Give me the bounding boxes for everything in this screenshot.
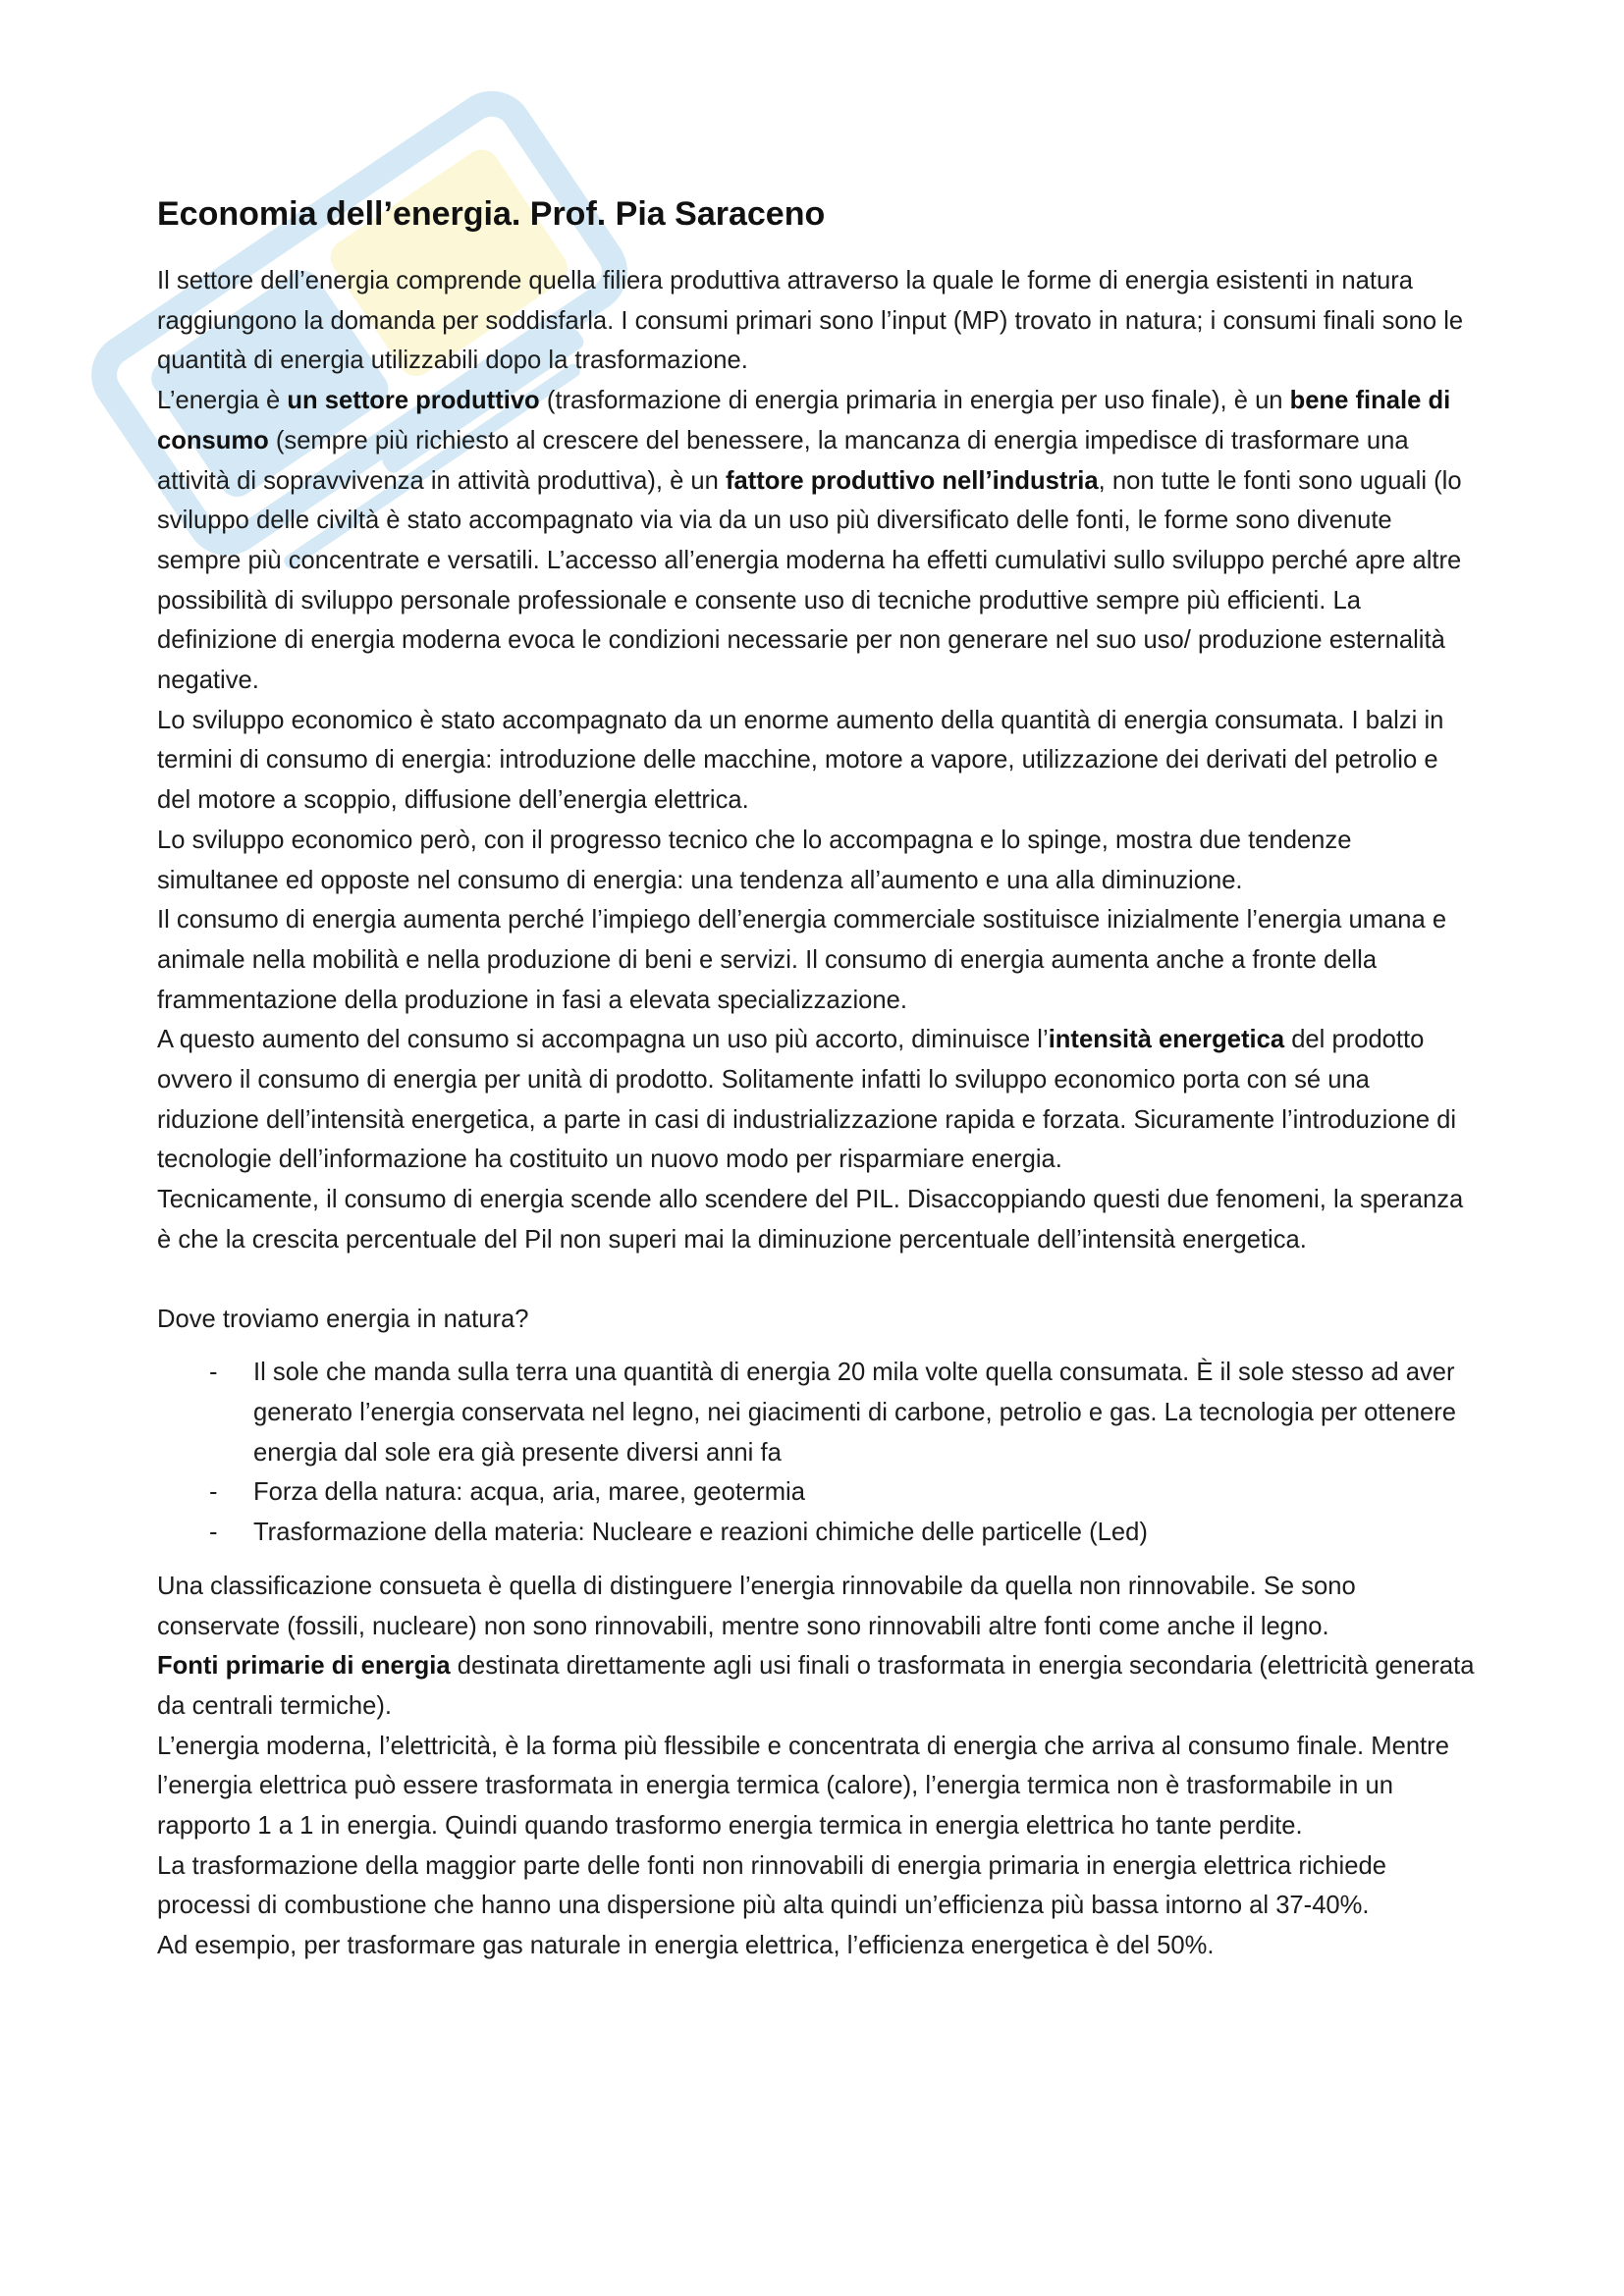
- document-title: Economia dell’energia. Prof. Pia Saraceno: [157, 195, 826, 233]
- paragraph-development: Lo sviluppo economico è stato accompagnato da un enorme aumento della quantità di energia consumata. I balzi in termini di consumo di energia: introduzione delle macchine, motore a vapore, utilizzazione dei derivati del petrolio e del motore a scoppio, diffusione dell’energia elettrica.: [157, 706, 1444, 815]
- paragraph-trends: Lo sviluppo economico però, con il progresso tecnico che lo accompagna e lo spinge, mostra due tendenze simultanee ed opposte nel consumo di energia: una tendenza all’aumento e una alla diminuzione.: [157, 826, 1352, 894]
- bold-intensita-energetica: intensità energetica: [1048, 1026, 1285, 1054]
- paragraph-combustion: La trasformazione della maggior parte delle fonti non rinnovabili di energia primaria in energia elettrica richiede processi di combustione che hanno una dispersione più alta quindi un’efficienza più bassa intorno al 37-40%.: [157, 1851, 1386, 1920]
- paragraph-classification: Una classificazione consueta è quella di distinguere l’energia rinnovabile da quella non rinnovabile. Se sono conservate (fossili, nucleare) non sono rinnovabili, mentre sono rinnovabili altre fonti come anche il legno.: [157, 1572, 1356, 1640]
- paragraph-primary-sources: Fonti primarie di energia destinata direttamente agli usi finali o trasformata in energia secondaria (elettricità generata da centrali termiche).: [157, 1652, 1475, 1720]
- paragraph-pil: Tecnicamente, il consumo di energia scende allo scendere del PIL. Disaccoppiando questi due fenomeni, la speranza è che la crescita percentuale del Pil non superi mai la diminuzione percentuale dell’intensità energetica.: [157, 1186, 1464, 1254]
- list-item: - Forza della natura: acqua, aria, maree, geotermia: [157, 1472, 1478, 1513]
- paragraph-intro: Il settore dell’energia comprende quella filiera produttiva attraverso la quale le forme di energia esistenti in natura raggiungono la domanda per soddisfarla. I consumi primari sono l’input (MP) trovato in natura; i consumi finali sono le quantità di energia utilizzabili dopo la trasformazione.: [157, 267, 1464, 375]
- paragraph-intensity: A questo aumento del consumo si accompagna un uso più accorto, diminuisce l’intensità energetica del prodotto ovvero il consumo di energia per unità di prodotto. Solitamente infatti lo sviluppo economico porta con sé una riduzione dell’intensità energetica, a parte in casi di industrializzazione rapida e forzata. Sicuramente l’introduzione di tecnologie dell’informazione ha costituito un nuovo modo per risparmiare energia.: [157, 1026, 1457, 1174]
- document-body: [157, 192, 1478, 1966]
- bold-fonti-primarie: Fonti primarie di energia: [157, 1652, 451, 1681]
- spacer: [157, 1260, 1478, 1300]
- paragraph-electricity: L’energia moderna, l’elettricità, è la forma più flessibile e concentrata di energia che arriva al consumo finale. Mentre l’energia elettrica può essere trasformata in energia termica (calore), l’energia termica non è trasformabile in un rapporto 1 a 1 in energia. Quindi quando trasformo energia termica in energia elettrica ho tante perdite.: [157, 1732, 1449, 1841]
- list-dash: -: [209, 1478, 218, 1507]
- sources-list-wrapper: [157, 1353, 1478, 1553]
- list-dash: -: [209, 1359, 218, 1387]
- sources-list: [157, 1353, 1478, 1553]
- bold-settore-produttivo: un settore produttivo: [287, 387, 540, 415]
- paragraph-energy-definition: L’energia è un settore produttivo (trasformazione di energia primaria in energia per uso finale), è un bene finale di consumo (sempre più richiesto al crescere del benessere, la mancanza di energia impedisce di trasformare una attività di sopravvivenza in attività produttiva), è un fattore produttivo nell’industria, non tutte le fonti sono uguali (lo sviluppo delle civiltà è stato accompagnato via via da un uso più diversificato delle fonti, le forme sono divenute sempre più concentrate e versatili. L’accesso all’energia moderna ha effetti cumulativi sullo sviluppo perché apre altre possibilità di sviluppo personale professionale e consente uso di tecniche produttive sempre più efficienti. La definizione di energia moderna evoca le condizioni necessarie per non generare nel suo uso/ produzione esternalità negative.: [157, 387, 1462, 695]
- list-item: - Trasformazione della materia: Nucleare e reazioni chimiche delle particelle (Led): [157, 1513, 1478, 1553]
- paragraph-gas-example: Ad esempio, per trasformare gas naturale in energia elettrica, l’efficienza energetica è del 50%.: [157, 1932, 1215, 1960]
- list-dash: -: [209, 1519, 218, 1547]
- question-heading: Dove troviamo energia in natura?: [157, 1305, 529, 1333]
- bold-bene-finale: bene finale di consumo: [157, 387, 1451, 454]
- paragraph-consumption: Il consumo di energia aumenta perché l’impiego dell’energia commerciale sostituisce inizialmente l’energia umana e animale nella mobilità e nella produzione di beni e servizi. Il consumo di energia aumenta anche a fronte della frammentazione della produzione in fasi a elevata specializzazione.: [157, 906, 1447, 1014]
- bold-fattore-produttivo: fattore produttivo nell’industria: [726, 466, 1099, 495]
- list-item: - Il sole che manda sulla terra una quantità di energia 20 mila volte quella consumata. È il sole stesso ad aver generato l’energia conservata nel legno, nei giacimenti di carbone, petrolio e gas. La tecnologia per ottenere energia dal sole era già presente diversi anni fa: [157, 1353, 1478, 1472]
